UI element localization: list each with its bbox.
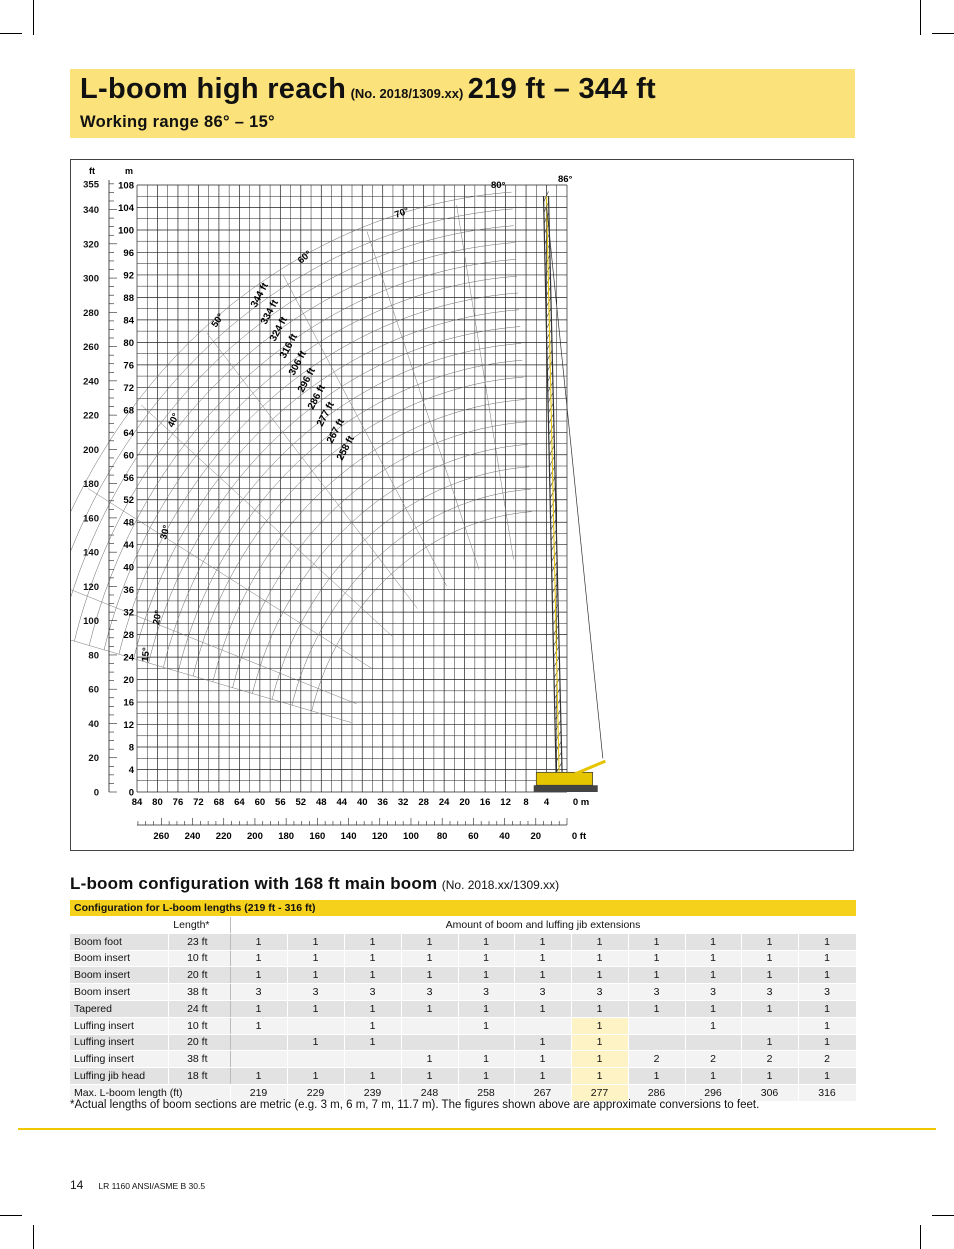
boom-length-label: 334 ft [258, 298, 281, 327]
m-tick-label: 104 [118, 202, 134, 214]
m-tick-label: 88 [123, 292, 134, 304]
angle-label: 86° [558, 174, 573, 185]
ft-tick-label: 160 [83, 513, 99, 525]
amount-cell [287, 1017, 344, 1034]
config-title: L-boom configuration with 168 ft main boom [70, 874, 438, 893]
crop-mark [33, 1225, 34, 1249]
ft-tick-label: 100 [83, 616, 99, 628]
m-tick-label: 44 [123, 540, 134, 552]
ft-tick-label: 140 [83, 547, 99, 559]
amount-cell: 3 [571, 984, 628, 1001]
row-length: 24 ft [168, 1000, 230, 1017]
amount-cell: 1 [571, 1034, 628, 1051]
m-tick-label: 32 [123, 607, 134, 619]
crane-tracks [534, 785, 598, 792]
amount-cell: 1 [514, 1034, 571, 1051]
ft-tick-label: 180 [83, 479, 99, 491]
boom-length-label: 277 ft [314, 400, 337, 429]
m-tick-label: 56 [123, 472, 134, 484]
amount-cell: 1 [571, 950, 628, 967]
boom-highlight [547, 196, 560, 783]
row-length: 38 ft [168, 1051, 230, 1068]
amount-cell: 1 [401, 1051, 458, 1068]
reach-arcs [71, 192, 532, 722]
amount-cell: 1 [287, 1034, 344, 1051]
amount-cell: 1 [230, 967, 287, 984]
amount-cell: 1 [514, 1051, 571, 1068]
amount-cell: 1 [571, 967, 628, 984]
amount-cell: 1 [458, 1000, 514, 1017]
x-m-tick-label: 52 [295, 797, 307, 808]
x-m-tick-label: 84 [131, 797, 143, 808]
amount-cell [401, 1034, 458, 1051]
crane-body [536, 772, 592, 785]
amount-cell: 1 [230, 1017, 287, 1034]
ft-tick-label: 355 [83, 179, 99, 191]
amount-cell [458, 1034, 514, 1051]
amount-cell: 1 [401, 950, 458, 967]
x-m-tick-label: 76 [172, 797, 184, 808]
x-m-tick-label: 60 [254, 797, 266, 808]
amount-cell: 2 [798, 1051, 856, 1068]
x-m-tick-label: 8 [523, 797, 529, 808]
reach-arc [312, 512, 532, 711]
m-tick-label: 108 [118, 180, 134, 192]
crop-mark [932, 33, 954, 34]
x-ft-tick-label: 220 [215, 831, 232, 842]
m-tick-label: 68 [123, 405, 134, 417]
amount-cell: 1 [514, 950, 571, 967]
amount-cell [741, 1017, 798, 1034]
angle-label: 30° [158, 524, 173, 541]
amount-cell: 3 [685, 984, 741, 1001]
amount-cell: 1 [401, 967, 458, 984]
max-length-value: 239 [344, 1084, 401, 1101]
table-row [70, 1000, 856, 1017]
amount-cell [685, 1034, 741, 1051]
config-title-number: (No. 2018.xx/1309.xx) [441, 878, 560, 892]
row-label: Boom foot [70, 933, 168, 950]
crop-mark [932, 1215, 954, 1216]
amount-cell: 1 [287, 967, 344, 984]
page-subtitle: Working range 86° – 15° [80, 113, 275, 131]
x-ft-tick-label: 100 [403, 831, 419, 842]
x-ft-tick-label: 240 [184, 831, 201, 842]
amount-cell: 1 [685, 1000, 741, 1017]
boom-lacing [544, 192, 549, 203]
ft-tick-label: 220 [83, 410, 99, 422]
amount-cell: 1 [798, 1017, 856, 1034]
table-row [70, 1034, 856, 1051]
title-number: (No. 2018/1309.xx) [350, 86, 464, 101]
max-length-value: 267 [514, 1084, 571, 1101]
chart-labels [140, 174, 573, 662]
row-length: 18 ft [168, 1068, 230, 1085]
amount-cell: 3 [230, 984, 287, 1001]
ft-tick-label: 340 [83, 205, 99, 217]
footer-rule [18, 1128, 936, 1130]
amount-cell: 1 [287, 933, 344, 950]
page-title [80, 73, 656, 106]
ft-tick-label: 0 [93, 787, 99, 799]
amount-cell: 3 [344, 984, 401, 1001]
amount-cell: 1 [741, 933, 798, 950]
amount-cell: 1 [798, 950, 856, 967]
ft-tick-label: 200 [83, 444, 99, 456]
angle-ray [71, 629, 351, 722]
amount-cell: 2 [741, 1051, 798, 1068]
x-m-tick-label: 28 [418, 797, 429, 808]
x-ft-tick-label: 160 [309, 831, 326, 842]
row-label: Luffing insert [70, 1017, 168, 1034]
boom-length-label: 296 ft [295, 366, 318, 395]
amount-cell: 1 [287, 950, 344, 967]
config-section-title [70, 874, 559, 894]
m-tick-label: 80 [123, 337, 134, 349]
amount-cell: 1 [230, 1000, 287, 1017]
amount-cell: 1 [344, 1068, 401, 1085]
row-length: 10 ft [168, 1017, 230, 1034]
amount-cell: 1 [571, 1051, 628, 1068]
amount-cell: 1 [344, 967, 401, 984]
m-tick-label: 52 [123, 495, 134, 507]
row-length: 10 ft [168, 950, 230, 967]
amount-cell [514, 1017, 571, 1034]
amount-cell: 1 [458, 967, 514, 984]
ft-tick-label: 20 [88, 753, 99, 765]
m-tick-label: 36 [123, 585, 134, 597]
table-row [70, 950, 856, 967]
amount-cell: 1 [401, 1068, 458, 1085]
amount-cell: 1 [798, 1068, 856, 1085]
ft-tick-label: 80 [88, 650, 99, 662]
boom-length-label: 316 ft [277, 332, 300, 361]
m-tick-label: 16 [123, 697, 134, 709]
m-unit-label: m [124, 166, 134, 176]
row-length: 20 ft [168, 967, 230, 984]
amount-cell: 1 [514, 967, 571, 984]
amount-cell: 1 [798, 1000, 856, 1017]
amount-cell: 1 [628, 933, 685, 950]
table-header-row [70, 900, 856, 917]
reach-arc [119, 293, 518, 654]
amount-cell: 1 [798, 933, 856, 950]
crop-mark [920, 0, 921, 35]
m-tick-label: 100 [118, 225, 134, 237]
amount-cell: 1 [514, 1000, 571, 1017]
angle-label: 20° [151, 609, 165, 626]
reach-arc [252, 444, 527, 693]
working-range-chart [70, 159, 854, 851]
amount-cell: 1 [741, 967, 798, 984]
amount-cell: 1 [458, 933, 514, 950]
reach-arc [178, 360, 522, 671]
m-tick-label: 84 [123, 315, 134, 327]
m-tick-label: 20 [123, 675, 134, 687]
max-length-value: 306 [741, 1084, 798, 1101]
m-tick-label: 48 [123, 517, 134, 529]
x-m-tick-label: 72 [193, 797, 204, 808]
ft-tick-label: 320 [83, 239, 99, 251]
title-range: 219 ft – 344 ft [467, 73, 657, 105]
amount-cell: 1 [344, 1017, 401, 1034]
empty-cell [70, 917, 168, 934]
ft-tick-label: 260 [83, 342, 99, 354]
reach-arc [74, 243, 514, 642]
config-table [70, 900, 857, 1102]
amount-cell: 1 [628, 967, 685, 984]
m-tick-label: 12 [123, 720, 134, 732]
crop-mark [0, 33, 22, 34]
max-length-value: 286 [628, 1084, 685, 1101]
max-length-value: 316 [798, 1084, 856, 1101]
x-ft-tick-label: 200 [247, 831, 263, 842]
angle-ray [71, 581, 357, 704]
row-label: Boom insert [70, 950, 168, 967]
ft-unit-label: ft [89, 166, 95, 176]
x-ft-tick-label: 140 [340, 831, 357, 842]
angle-label: 70° [393, 205, 411, 221]
amount-cell: 1 [458, 1068, 514, 1085]
amount-cell: 1 [571, 933, 628, 950]
reach-arc [163, 343, 521, 667]
page-footer [70, 1178, 205, 1192]
max-length-value: 277 [571, 1084, 628, 1101]
row-length: 23 ft [168, 933, 230, 950]
amount-cell: 2 [628, 1051, 685, 1068]
m-tick-label: 92 [123, 270, 134, 282]
x-ft-tick-label: 20 [530, 831, 542, 842]
x-ft-tick-label: 260 [153, 831, 170, 842]
x-m-tick-label: 44 [336, 797, 348, 808]
crop-mark [920, 1225, 921, 1249]
amount-cell: 1 [514, 1068, 571, 1085]
x-m-tick-label: 24 [438, 797, 450, 808]
table-row [70, 1017, 856, 1034]
amount-cell: 1 [458, 1017, 514, 1034]
m-tick-label: 4 [128, 765, 134, 777]
amount-cell: 1 [685, 1068, 741, 1085]
boom-length-label: 306 ft [286, 349, 309, 378]
x-m-tick-label: 20 [459, 797, 470, 808]
title-main: L-boom high reach [80, 73, 347, 105]
boom-length-label: 344 ft [248, 281, 271, 310]
x-m-tick-label: 4 [543, 797, 550, 808]
amount-cell: 3 [287, 984, 344, 1001]
row-label: Tapered [70, 1000, 168, 1017]
table-title: Configuration for L-boom lengths (219 ft - 316 ft) [70, 900, 856, 917]
amount-cell: 1 [685, 950, 741, 967]
amount-cell: 1 [741, 1068, 798, 1085]
m-tick-label: 72 [123, 382, 134, 394]
amount-cell: 1 [401, 1000, 458, 1017]
row-label: Luffing insert [70, 1051, 168, 1068]
m-tick-label: 64 [123, 427, 134, 439]
working-range-diagram [71, 160, 853, 850]
ft-tick-label: 120 [83, 581, 99, 593]
x-m-tick-label: 16 [479, 797, 491, 808]
m-tick-label: 8 [128, 742, 134, 754]
x-m-tick-label: 80 [152, 797, 163, 808]
ft-tick-label: 280 [83, 307, 99, 319]
angle-label: 80° [491, 180, 506, 191]
boom-chord [549, 196, 563, 783]
table-row [70, 984, 856, 1001]
crop-mark [33, 0, 34, 35]
table-row [70, 967, 856, 984]
amount-cell: 1 [458, 1051, 514, 1068]
amount-cell: 1 [741, 1000, 798, 1017]
amount-cell: 1 [571, 1000, 628, 1017]
page-number: 14 [70, 1178, 84, 1192]
m-tick-label: 76 [123, 360, 134, 372]
amount-cell: 1 [344, 1000, 401, 1017]
angle-label: 40° [165, 411, 182, 430]
boom-length-label: 324 ft [267, 315, 290, 344]
ft-tick-label: 240 [83, 376, 99, 388]
amount-cell: 1 [571, 1068, 628, 1085]
reach-arc [134, 310, 519, 659]
table-row [70, 1051, 856, 1068]
row-length: 20 ft [168, 1034, 230, 1051]
amount-cell: 3 [628, 984, 685, 1001]
amount-cell: 1 [685, 1017, 741, 1034]
x-m-tick-label: 36 [377, 797, 389, 808]
x-ft-tick-label: 120 [371, 831, 388, 842]
amount-cell: 1 [571, 1017, 628, 1034]
chart-grid [137, 185, 567, 792]
m-tick-label: 60 [123, 450, 134, 462]
amount-cell: 1 [344, 950, 401, 967]
amount-cell: 1 [628, 950, 685, 967]
amount-cell: 1 [741, 1034, 798, 1051]
amount-cell: 1 [287, 1000, 344, 1017]
angle-label: 15° [140, 646, 153, 663]
ft-tick-label: 300 [83, 273, 99, 285]
m-tick-label: 96 [123, 247, 134, 259]
reach-arc [89, 259, 516, 645]
amount-cell: 3 [401, 984, 458, 1001]
angle-label: 50° [209, 311, 227, 330]
amount-cell: 1 [458, 950, 514, 967]
m-tick-label: 28 [123, 630, 134, 642]
table-row [70, 933, 856, 950]
boom-length-label: 286 ft [305, 383, 328, 412]
reach-arc [272, 467, 529, 700]
reach-arc [233, 422, 527, 688]
amount-cell: 1 [741, 950, 798, 967]
boom-length-label: 267 ft [324, 417, 347, 446]
x-m-zero-label: 0 m [572, 797, 590, 808]
amount-cell: 1 [344, 933, 401, 950]
reach-arc [104, 276, 517, 650]
max-length-label: Max. L-boom length (ft) [70, 1084, 230, 1101]
table-row [70, 1068, 856, 1085]
footnote: *Actual lengths of boom sections are metric (e.g. 3 m, 6 m, 7 m, 11.7 m). The figures shown above are approximate conversions to feet. [70, 1099, 760, 1111]
max-length-value: 296 [685, 1084, 741, 1101]
amount-cell [230, 1051, 287, 1068]
x-ft-tick-label: 80 [436, 831, 448, 842]
angle-label: 60° [295, 248, 314, 267]
amount-cell: 1 [514, 933, 571, 950]
amount-cell: 1 [685, 933, 741, 950]
amount-cell: 3 [458, 984, 514, 1001]
max-length-value: 258 [458, 1084, 514, 1101]
table-subheader-row [70, 917, 856, 934]
row-label: Boom insert [70, 967, 168, 984]
amount-cell [287, 1051, 344, 1068]
boom-length-label: 258 ft [334, 434, 357, 463]
x-m-tick-label: 32 [397, 797, 409, 808]
max-length-value: 248 [401, 1084, 458, 1101]
x-m-tick-label: 12 [500, 797, 511, 808]
amount-cell [230, 1034, 287, 1051]
amount-cell: 1 [230, 950, 287, 967]
m-tick-label: 24 [123, 652, 134, 664]
amount-cell: 1 [230, 1068, 287, 1085]
m-tick-label: 40 [123, 562, 134, 574]
x-m-tick-label: 68 [213, 797, 225, 808]
x-m-tick-label: 48 [315, 797, 327, 808]
ft-tick-label: 40 [88, 718, 99, 730]
x-m-tick-label: 40 [356, 797, 368, 808]
chart-axes [83, 166, 589, 842]
amount-cell [401, 1017, 458, 1034]
x-m-tick-label: 56 [275, 797, 286, 808]
row-label: Luffing insert [70, 1034, 168, 1051]
amount-cell [344, 1051, 401, 1068]
amount-cell: 2 [685, 1051, 741, 1068]
amount-cell: 3 [798, 984, 856, 1001]
x-m-tick-label: 64 [234, 797, 245, 808]
document-name: LR 1160 ANSI/ASME B 30.5 [98, 1181, 206, 1191]
amount-cell: 1 [344, 1034, 401, 1051]
row-label: Boom insert [70, 984, 168, 1001]
amount-cell: 3 [514, 984, 571, 1001]
amount-cell [628, 1017, 685, 1034]
amount-cell: 1 [628, 1000, 685, 1017]
x-ft-tick-label: 40 [499, 831, 510, 842]
amount-cell: 1 [685, 967, 741, 984]
reach-arc [292, 489, 531, 705]
row-length: 38 ft [168, 984, 230, 1001]
amount-cell: 1 [628, 1068, 685, 1085]
title-banner [70, 69, 855, 138]
amount-cell [628, 1034, 685, 1051]
length-header: Length* [168, 917, 230, 934]
crop-mark [0, 1215, 22, 1216]
x-ft-tick-label: 180 [278, 831, 295, 842]
amount-cell: 3 [741, 984, 798, 1001]
amount-cell: 1 [798, 967, 856, 984]
amount-header: Amount of boom and luffing jib extensions [230, 917, 856, 934]
max-length-value: 229 [287, 1084, 344, 1101]
ft-tick-label: 60 [88, 684, 99, 696]
x-ft-zero-label: 0 ft [571, 831, 587, 842]
row-label: Luffing jib head [70, 1068, 168, 1085]
amount-cell: 1 [401, 933, 458, 950]
amount-cell: 1 [230, 933, 287, 950]
amount-cell: 1 [798, 1034, 856, 1051]
x-ft-tick-label: 60 [468, 831, 479, 842]
max-length-value: 219 [230, 1084, 287, 1101]
m-tick-label: 0 [128, 787, 134, 799]
amount-cell: 1 [287, 1068, 344, 1085]
